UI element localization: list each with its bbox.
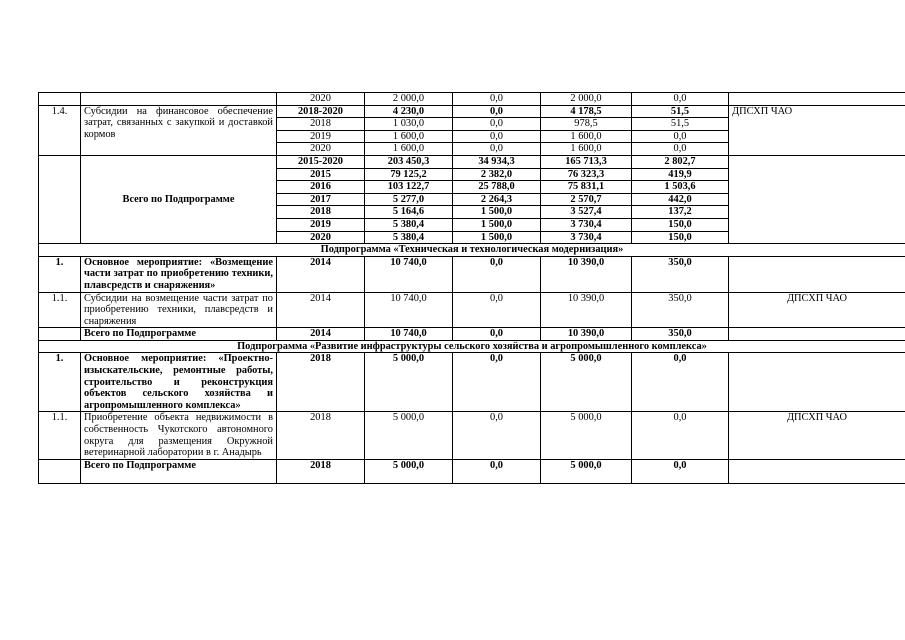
year-cell: 2014 <box>277 256 365 292</box>
other-cell: 350,0 <box>632 292 729 328</box>
other-cell: 350,0 <box>632 256 729 292</box>
regional-cell: 3 730,4 <box>541 218 632 231</box>
subprogram-total-label: Всего по Подпрограмме <box>81 155 277 243</box>
table-row <box>39 256 905 292</box>
subprogram-total-label: Всего по Подпрограмме <box>81 328 277 341</box>
regional-cell: 2 000,0 <box>541 93 632 106</box>
year-cell: 2018 <box>277 206 365 219</box>
regional-cell: 5 000,0 <box>541 353 632 412</box>
total-cell: 1 600,0 <box>365 130 453 143</box>
year-cell: 2017 <box>277 193 365 206</box>
year-cell: 2020 <box>277 93 365 106</box>
other-cell: 150,0 <box>632 218 729 231</box>
federal-cell: 1 500,0 <box>453 231 541 244</box>
executor-cell: ДПСХП ЧАО <box>729 105 905 155</box>
executor-cell: ДПСХП ЧАО <box>729 292 905 328</box>
year-cell: 2020 <box>277 231 365 244</box>
total-cell: 10 740,0 <box>365 328 453 341</box>
regional-cell: 75 831,1 <box>541 181 632 194</box>
item-name: Субсидии на финансовое обеспечение затрат, связанных с закупкой и доставкой кормов <box>81 105 277 155</box>
other-cell: 51,5 <box>632 105 729 118</box>
total-cell: 5 000,0 <box>365 353 453 412</box>
other-cell: 150,0 <box>632 231 729 244</box>
other-cell: 0,0 <box>632 130 729 143</box>
total-cell: 5 380,4 <box>365 231 453 244</box>
year-cell: 2015-2020 <box>277 155 365 168</box>
section-title: Подпрограмма «Развитие инфраструктуры сельского хозяйства и агропромышленного комплекса» <box>39 340 905 353</box>
other-cell: 0,0 <box>632 143 729 156</box>
federal-cell: 25 788,0 <box>453 181 541 194</box>
total-cell: 79 125,2 <box>365 168 453 181</box>
total-cell: 1 030,0 <box>365 118 453 131</box>
total-cell: 5 380,4 <box>365 218 453 231</box>
year-cell: 2019 <box>277 130 365 143</box>
regional-cell: 5 000,0 <box>541 459 632 483</box>
regional-cell: 1 600,0 <box>541 143 632 156</box>
year-cell: 2016 <box>277 181 365 194</box>
other-cell: 0,0 <box>632 353 729 412</box>
table-row <box>39 459 905 483</box>
regional-cell: 1 600,0 <box>541 130 632 143</box>
table-row <box>39 292 905 328</box>
section-header-row <box>39 244 905 257</box>
total-cell: 103 122,7 <box>365 181 453 194</box>
regional-cell: 4 178,5 <box>541 105 632 118</box>
total-cell: 203 450,3 <box>365 155 453 168</box>
year-cell: 2020 <box>277 143 365 156</box>
year-cell: 2018 <box>277 459 365 483</box>
federal-cell: 0,0 <box>453 412 541 459</box>
budget-table <box>38 92 905 484</box>
other-cell: 350,0 <box>632 328 729 341</box>
regional-cell: 978,5 <box>541 118 632 131</box>
table-row <box>39 328 905 341</box>
federal-cell: 1 500,0 <box>453 218 541 231</box>
other-cell: 51,5 <box>632 118 729 131</box>
total-cell: 5 000,0 <box>365 412 453 459</box>
item-number: 1. <box>39 353 81 412</box>
table-row <box>39 353 905 412</box>
other-cell: 0,0 <box>632 412 729 459</box>
federal-cell: 0,0 <box>453 292 541 328</box>
item-number: 1.1. <box>39 412 81 459</box>
other-cell: 0,0 <box>632 93 729 106</box>
regional-cell: 10 390,0 <box>541 292 632 328</box>
item-number: 1. <box>39 256 81 292</box>
other-cell: 442,0 <box>632 193 729 206</box>
federal-cell: 0,0 <box>453 459 541 483</box>
regional-cell: 10 390,0 <box>541 328 632 341</box>
table-row <box>39 93 905 106</box>
regional-cell: 10 390,0 <box>541 256 632 292</box>
item-name: Приобретение объекта недвижимости в собственность Чукотского автономного округа для размещения Окружной ветеринарной лаборатории в г. Анадырь <box>81 412 277 459</box>
federal-cell: 2 382,0 <box>453 168 541 181</box>
item-name: Основное мероприятие: «Проектно-изыскательские, ремонтные работы, строительство и реконструкция объектов сельского хозяйства и агропромышленного комплекса» <box>81 353 277 412</box>
regional-cell: 2 570,7 <box>541 193 632 206</box>
total-cell: 10 740,0 <box>365 256 453 292</box>
item-number: 1.4. <box>39 105 81 155</box>
year-cell: 2018-2020 <box>277 105 365 118</box>
year-cell: 2018 <box>277 118 365 131</box>
year-cell: 2018 <box>277 412 365 459</box>
executor-cell: ДПСХП ЧАО <box>729 412 905 459</box>
federal-cell: 0,0 <box>453 353 541 412</box>
table-row <box>39 155 905 168</box>
federal-cell: 0,0 <box>453 130 541 143</box>
regional-cell: 3 527,4 <box>541 206 632 219</box>
year-cell: 2019 <box>277 218 365 231</box>
item-number: 1.1. <box>39 292 81 328</box>
total-cell: 5 000,0 <box>365 459 453 483</box>
other-cell: 137,2 <box>632 206 729 219</box>
federal-cell: 0,0 <box>453 256 541 292</box>
regional-cell: 5 000,0 <box>541 412 632 459</box>
federal-cell: 0,0 <box>453 118 541 131</box>
total-cell: 1 600,0 <box>365 143 453 156</box>
federal-cell: 0,0 <box>453 328 541 341</box>
other-cell: 1 503,6 <box>632 181 729 194</box>
section-title: Подпрограмма «Техническая и технологическая модернизация» <box>39 244 905 257</box>
regional-cell: 3 730,4 <box>541 231 632 244</box>
federal-cell: 2 264,3 <box>453 193 541 206</box>
year-cell: 2014 <box>277 292 365 328</box>
total-cell: 2 000,0 <box>365 93 453 106</box>
regional-cell: 165 713,3 <box>541 155 632 168</box>
section-header-row <box>39 340 905 353</box>
item-name: Субсидии на возмещение части затрат по приобретению техники, плавсредств и снаряжения <box>81 292 277 328</box>
federal-cell: 0,0 <box>453 105 541 118</box>
total-cell: 5 164,6 <box>365 206 453 219</box>
table-body <box>39 93 905 484</box>
other-cell: 2 802,7 <box>632 155 729 168</box>
federal-cell: 34 934,3 <box>453 155 541 168</box>
year-cell: 2018 <box>277 353 365 412</box>
item-name: Основное мероприятие: «Возмещение части затрат по приобретению техники, плавсредств и снаряжения» <box>81 256 277 292</box>
federal-cell: 0,0 <box>453 93 541 106</box>
table-row <box>39 105 905 118</box>
year-cell: 2014 <box>277 328 365 341</box>
subprogram-total-label: Всего по Подпрограмме <box>81 459 277 483</box>
year-cell: 2015 <box>277 168 365 181</box>
regional-cell: 76 323,3 <box>541 168 632 181</box>
document-page <box>38 92 905 484</box>
total-cell: 10 740,0 <box>365 292 453 328</box>
total-cell: 5 277,0 <box>365 193 453 206</box>
other-cell: 419,9 <box>632 168 729 181</box>
other-cell: 0,0 <box>632 459 729 483</box>
federal-cell: 1 500,0 <box>453 206 541 219</box>
table-row <box>39 412 905 459</box>
total-cell: 4 230,0 <box>365 105 453 118</box>
federal-cell: 0,0 <box>453 143 541 156</box>
